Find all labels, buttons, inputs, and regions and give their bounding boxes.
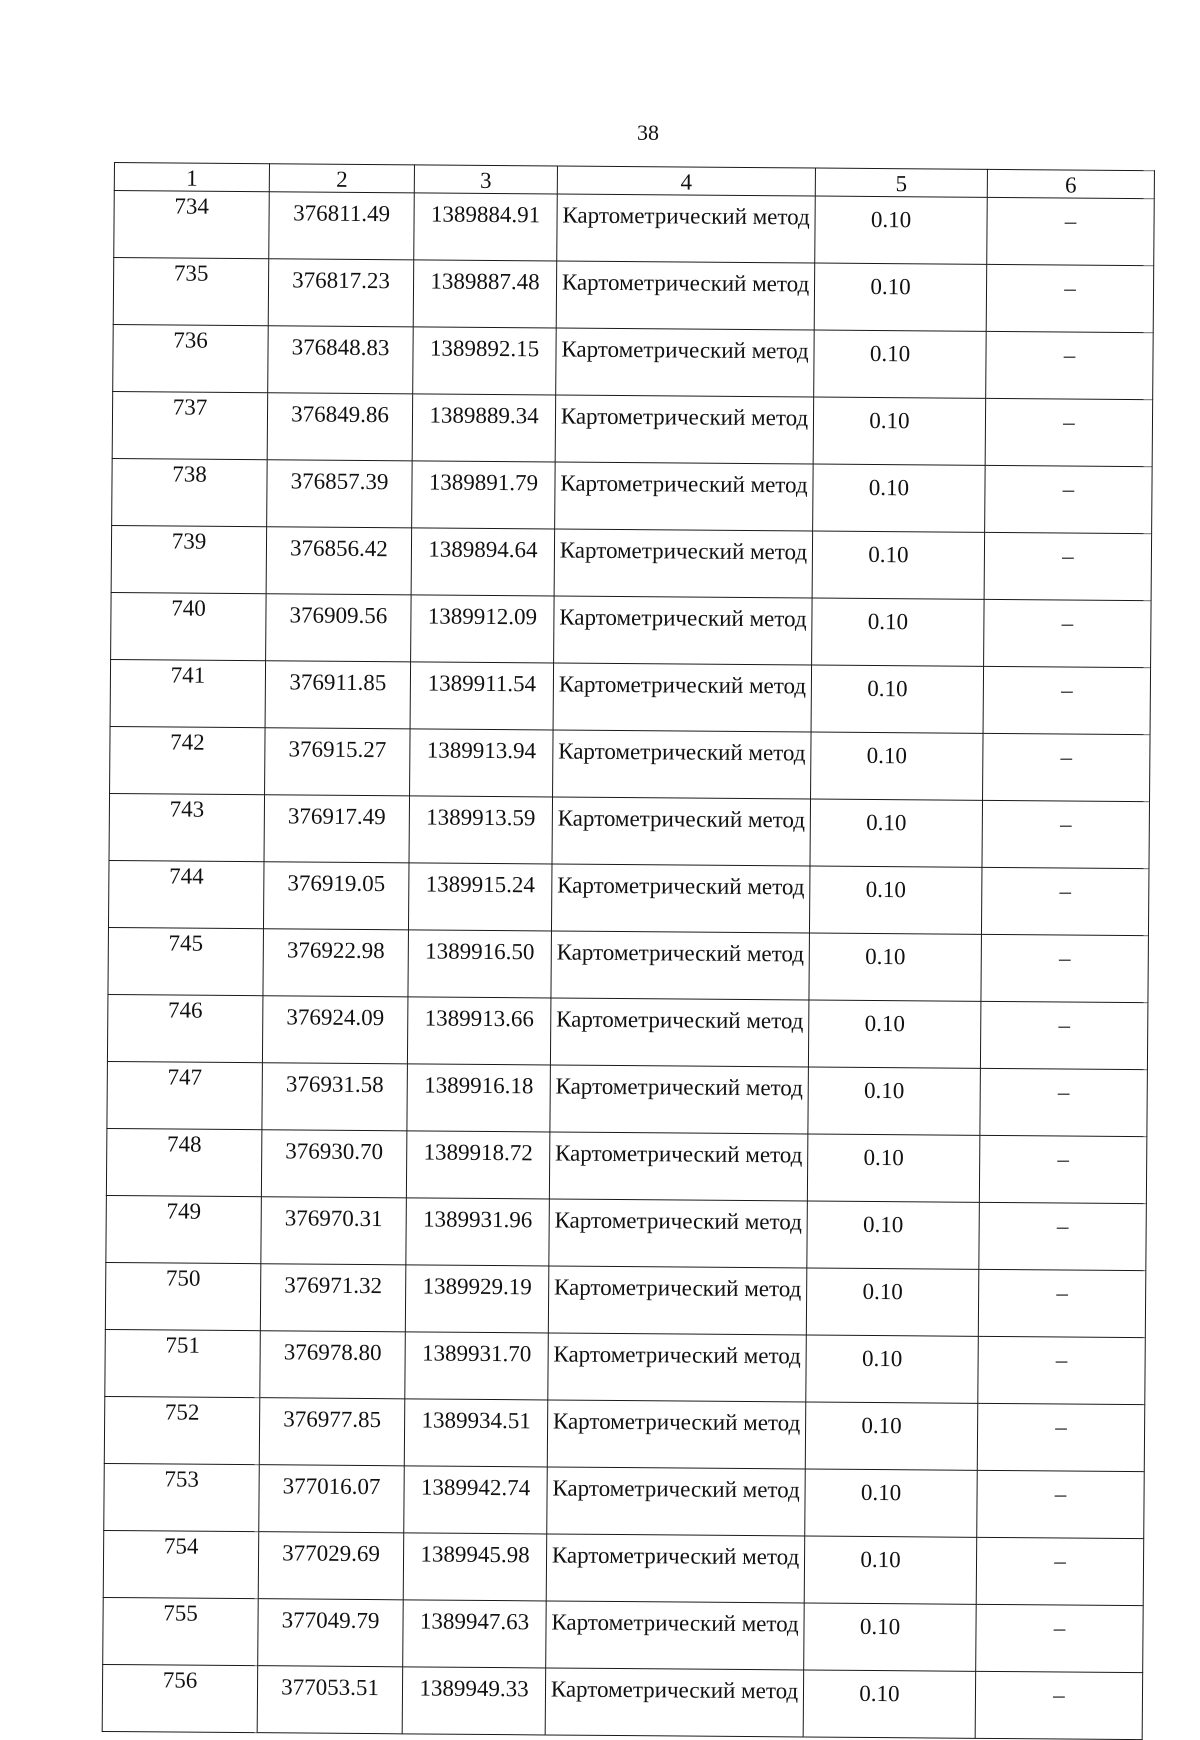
point-number-cell: 746 [107,994,263,1062]
method-cell: Картометрический метод [553,663,812,732]
error-value-cell: 0.10 [813,397,986,465]
method-cell: Картометрический метод [555,395,814,464]
error-value-cell: 0.10 [813,464,986,532]
table-row [113,258,1153,333]
extra-value-cell: – [985,465,1153,533]
error-value-cell: 0.10 [811,665,984,733]
table-row [107,994,1147,1069]
coord-x-cell: 376848.83 [268,326,414,394]
coord-y-cell: 1389934.51 [404,1399,548,1467]
header-cell-2: 2 [269,164,414,193]
error-value-cell: 0.10 [807,1201,980,1269]
coordinates-table-wrap [102,162,1154,1740]
point-number-cell: 734 [114,191,270,259]
table-row [103,1530,1143,1605]
coord-y-cell: 1389929.19 [405,1265,549,1333]
extra-value-cell: – [977,1470,1145,1538]
header-cell-4: 4 [557,166,815,196]
point-number-cell: 749 [106,1195,262,1263]
coord-y-cell: 1389912.09 [411,595,555,663]
coord-y-cell: 1389913.59 [409,796,553,864]
coord-y-cell: 1389884.91 [414,193,558,261]
extra-value-cell: – [982,800,1150,868]
coord-x-cell: 377053.51 [257,1666,403,1734]
table-row [109,793,1149,868]
error-value-cell: 0.10 [809,933,982,1001]
coord-x-cell: 376915.27 [265,728,411,796]
point-number-cell: 745 [108,927,264,995]
table-row [111,592,1151,667]
coord-x-cell: 376811.49 [269,192,415,260]
coord-y-cell: 1389918.72 [406,1131,550,1199]
coord-y-cell: 1389931.96 [406,1198,550,1266]
method-cell: Картометрический метод [555,462,814,531]
point-number-cell: 755 [103,1597,259,1665]
table-row [113,324,1153,399]
table-row [114,191,1154,266]
table-row [108,860,1148,935]
table-row [108,927,1148,1002]
method-cell: Картометрический метод [550,1065,809,1134]
coord-x-cell: 376978.80 [260,1331,406,1399]
coord-y-cell: 1389947.63 [403,1600,547,1668]
error-value-cell: 0.10 [815,196,988,264]
error-value-cell: 0.10 [812,598,985,666]
error-value-cell: 0.10 [806,1268,979,1336]
point-number-cell: 742 [110,726,266,794]
coord-x-cell: 376849.86 [267,393,413,461]
header-cell-1: 1 [114,163,269,192]
extra-value-cell: – [986,331,1154,399]
extra-value-cell: – [981,934,1149,1002]
coord-x-cell: 376922.98 [263,929,409,997]
table-row [104,1463,1144,1538]
point-number-cell: 756 [102,1664,258,1732]
coord-x-cell: 376970.31 [261,1197,407,1265]
table-row [112,458,1152,533]
error-value-cell: 0.10 [811,732,984,800]
error-value-cell: 0.10 [803,1670,976,1738]
extra-value-cell: – [985,398,1153,466]
coord-x-cell: 376909.56 [266,594,412,662]
method-cell: Картометрический метод [557,194,816,263]
extra-value-cell: – [978,1269,1146,1337]
method-cell: Картометрический метод [549,1199,808,1268]
extra-value-cell: – [980,1068,1148,1136]
table-row [105,1329,1145,1404]
point-number-cell: 743 [109,793,265,861]
coord-y-cell: 1389894.64 [411,528,555,596]
coord-y-cell: 1389892.15 [413,327,557,395]
error-value-cell: 0.10 [814,330,987,398]
error-value-cell: 0.10 [805,1402,978,1470]
error-value-cell: 0.10 [814,263,987,331]
error-value-cell: 0.10 [809,866,982,934]
coord-y-cell: 1389916.18 [407,1064,551,1132]
coord-y-cell: 1389945.98 [403,1533,547,1601]
extra-value-cell: – [981,867,1149,935]
coord-y-cell: 1389942.74 [404,1466,548,1534]
table-row [106,1195,1146,1270]
point-number-cell: 752 [104,1396,260,1464]
extra-value-cell: – [984,532,1152,600]
extra-value-cell: – [987,197,1155,265]
error-value-cell: 0.10 [808,1000,981,1068]
method-cell: Картометрический метод [547,1400,806,1469]
method-cell: Картометрический метод [549,1132,808,1201]
table-row [103,1597,1143,1672]
extra-value-cell: – [980,1001,1148,1069]
coord-x-cell: 377049.79 [258,1599,404,1667]
table-row [105,1262,1145,1337]
point-number-cell: 744 [108,860,264,928]
coord-y-cell: 1389949.33 [402,1667,546,1735]
error-value-cell: 0.10 [810,799,983,867]
extra-value-cell: – [976,1604,1144,1672]
coord-x-cell: 376977.85 [259,1398,405,1466]
coord-y-cell: 1389931.70 [405,1332,549,1400]
extra-value-cell: – [983,666,1151,734]
coord-y-cell: 1389913.94 [410,729,554,797]
method-cell: Картометрический метод [547,1467,806,1536]
header-cell-3: 3 [414,165,557,194]
extra-value-cell: – [975,1671,1143,1739]
point-number-cell: 740 [111,592,267,660]
extra-value-cell: – [979,1135,1147,1203]
point-number-cell: 737 [112,391,268,459]
coord-y-cell: 1389887.48 [413,260,557,328]
coord-x-cell: 376931.58 [262,1063,408,1131]
method-cell: Картометрический метод [554,529,813,598]
point-number-cell: 735 [113,258,269,326]
error-value-cell: 0.10 [806,1335,979,1403]
method-cell: Картометрический метод [546,1601,805,1670]
coord-y-cell: 1389891.79 [412,461,556,529]
page-number: 38 [637,120,659,145]
table-row [110,659,1150,734]
error-value-cell: 0.10 [807,1134,980,1202]
coord-y-cell: 1389911.54 [410,662,554,730]
extra-value-cell: – [986,264,1154,332]
coordinates-table [102,162,1155,1740]
coord-x-cell: 377016.07 [259,1465,405,1533]
method-cell: Картометрический метод [551,864,810,933]
method-cell: Картометрический метод [551,931,810,1000]
point-number-cell: 753 [104,1463,260,1531]
method-cell: Картометрический метод [553,730,812,799]
extra-value-cell: – [977,1403,1145,1471]
header-cell-5: 5 [815,168,987,197]
header-cell-6: 6 [987,169,1154,198]
error-value-cell: 0.10 [804,1536,977,1604]
method-cell: Картометрический метод [548,1266,807,1335]
point-number-cell: 741 [110,659,266,727]
extra-value-cell: – [978,1336,1146,1404]
point-number-cell: 736 [113,324,269,392]
coord-x-cell: 376930.70 [261,1130,407,1198]
coord-x-cell: 376857.39 [267,460,413,528]
table-row [112,391,1152,466]
point-number-cell: 739 [111,525,267,593]
coord-x-cell: 376917.49 [264,795,410,863]
method-cell: Картометрический метод [554,596,813,665]
table-row [107,1061,1147,1136]
coord-y-cell: 1389915.24 [408,863,552,931]
method-cell: Картометрический метод [545,1668,804,1737]
extra-value-cell: – [983,733,1151,801]
coord-y-cell: 1389889.34 [412,394,556,462]
method-cell: Картометрический метод [556,261,815,330]
error-value-cell: 0.10 [808,1067,981,1135]
table-row [106,1128,1146,1203]
table-row [104,1396,1144,1471]
method-cell: Картометрический метод [556,328,815,397]
coord-x-cell: 376924.09 [262,996,408,1064]
table-row [111,525,1151,600]
coord-x-cell: 376817.23 [268,259,414,327]
point-number-cell: 751 [105,1329,261,1397]
method-cell: Картометрический метод [548,1333,807,1402]
point-number-cell: 747 [107,1061,263,1129]
table-row [110,726,1150,801]
coord-y-cell: 1389913.66 [407,997,551,1065]
extra-value-cell: – [976,1537,1144,1605]
point-number-cell: 748 [106,1128,262,1196]
point-number-cell: 754 [103,1530,259,1598]
coord-y-cell: 1389916.50 [408,930,552,998]
point-number-cell: 750 [105,1262,261,1330]
table-body [102,191,1154,1740]
coord-x-cell: 376971.32 [260,1264,406,1332]
coord-x-cell: 377029.69 [258,1532,404,1600]
extra-value-cell: – [984,599,1152,667]
error-value-cell: 0.10 [812,531,985,599]
extra-value-cell: – [979,1202,1147,1270]
table-row [102,1664,1142,1739]
method-cell: Картометрический метод [550,998,809,1067]
coord-x-cell: 376919.05 [263,862,409,930]
error-value-cell: 0.10 [805,1469,978,1537]
coord-x-cell: 376911.85 [265,661,411,729]
method-cell: Картометрический метод [546,1534,805,1603]
method-cell: Картометрический метод [552,797,811,866]
coord-x-cell: 376856.42 [266,527,412,595]
point-number-cell: 738 [112,458,268,526]
error-value-cell: 0.10 [804,1603,977,1671]
